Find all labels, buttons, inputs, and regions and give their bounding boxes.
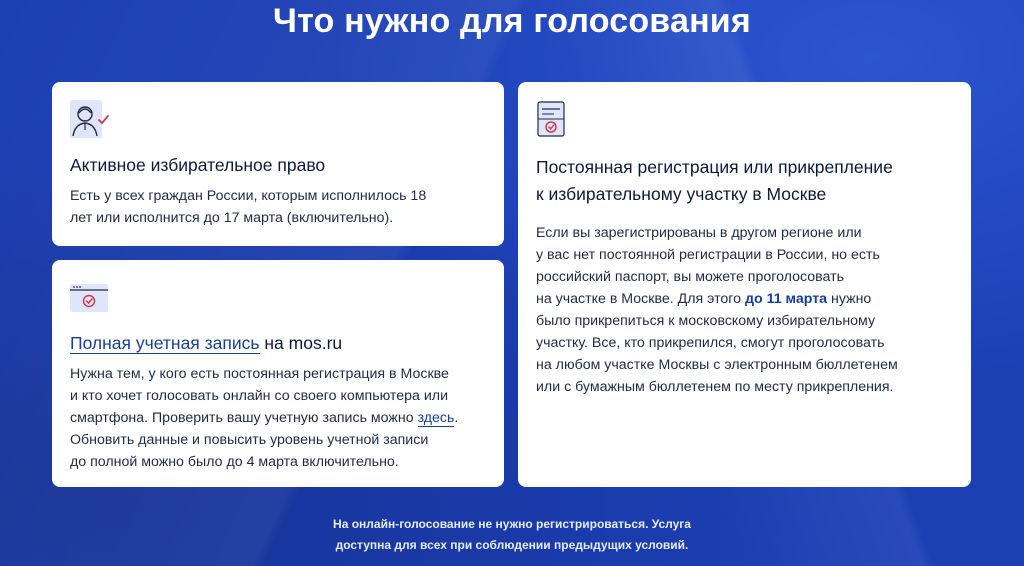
card-registration <box>518 82 971 487</box>
footer-note: На онлайн-голосование не нужно регистрироваться. Услуга доступна для всех при соблюдении предыдущих условий. <box>333 517 691 552</box>
card-text: Если вы зарегистрированы в другом регионе или у вас нет постоянной регистрации в России, но есть российский паспорт, вы можете проголосовать на участке в Москве. Для этого до 11 марта нужно было прикрепиться к московскому избирательному участку. Все, кто прикрепился, смогут проголосовать на любом участке Москвы с электронным бюллетенем или с бумажным бюллетенем по месту прикрепления. <box>536 225 898 396</box>
card-title: Активное избирательное право <box>70 155 326 175</box>
card-full-account <box>52 260 504 487</box>
deadline-highlight: до 11 марта <box>745 291 828 308</box>
card-title: Постоянная регистрация или прикрепление к избирательному участку в Москве <box>536 157 893 205</box>
person-check-icon <box>70 100 110 140</box>
card-text: Есть у всех граждан России, которым исполнилось 18 лет или исполнится до 17 марта (включительно). <box>70 188 427 227</box>
card-text: Нужна тем, у кого есть постоянная регистрация в Москве и кто хочет голосовать онлайн со своего компьютера или смартфона. Проверить вашу учетную запись можно здесь. Обновить данные и повысить уровень учетной записи до полной можно было до 4 марта включительно. <box>70 366 459 471</box>
page-title: Что нужно для голосования <box>273 2 751 40</box>
full-account-link[interactable]: Полная учетная запись <box>70 333 260 353</box>
card-title: Полная учетная запись на mos.ru <box>70 333 343 353</box>
browser-window-check-icon <box>70 278 110 318</box>
check-account-here-link[interactable]: здесь <box>417 410 455 427</box>
document-seal-icon <box>536 100 576 140</box>
card-active-voting-right <box>52 82 504 246</box>
